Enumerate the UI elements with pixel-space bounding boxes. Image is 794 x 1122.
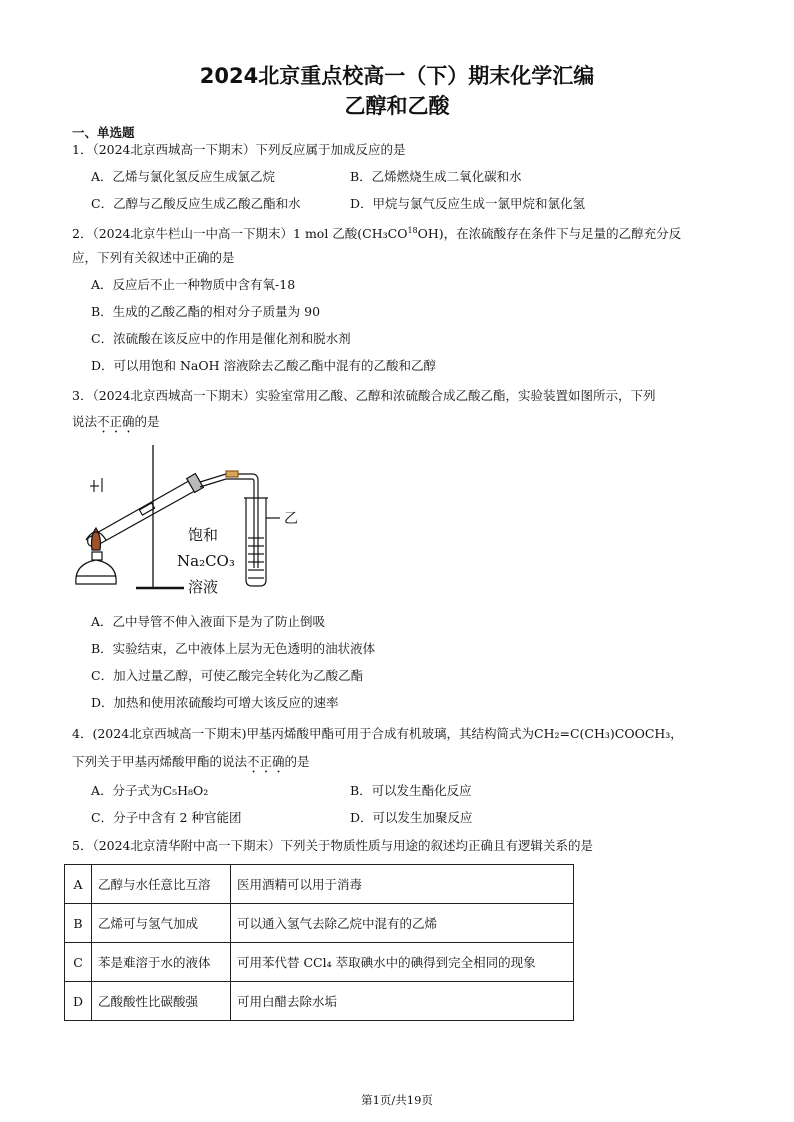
q4-stem-part1: 下列关于甲基丙烯酸甲酯的说法 (72, 754, 248, 769)
table-row (65, 865, 574, 904)
q2-option-c: C．浓硫酸在该反应中的作用是催化剂和脱水剂 (91, 331, 351, 346)
q3-stem-part2: 的是 (134, 414, 160, 429)
q4-option-c: C．分子中含有 2 种官能团 (91, 810, 242, 825)
q4-option-a: A．分子式为C₅H₈O₂ (91, 783, 209, 798)
table-cell-use: 可用苯代替 CCl₄ 萃取碘水中的碘得到完全相同的现象 (231, 943, 574, 982)
q4-option-b: B．可以发生酯化反应 (350, 783, 472, 798)
table-cell-property: 乙醇与水任意比互溶 (92, 865, 231, 904)
q2-stem-part2: OH)，在浓硫酸存在条件下与足量的乙醇充分反 (417, 226, 682, 242)
receiving-tube (244, 498, 280, 586)
table-cell-property: 乙烯可与氢气加成 (92, 904, 231, 943)
page-footer: 第1页/共19页 (361, 1093, 433, 1107)
table-cell-key: A (65, 865, 92, 904)
table-cell-key: D (65, 982, 92, 1021)
table-cell-use: 可以通入氢气去除乙烷中混有的乙烯 (231, 904, 574, 943)
q1-option-c: C．乙醇与乙酸反应生成乙酸乙酯和水 (91, 196, 301, 211)
table-cell-property: 乙酸酸性比碳酸强 (92, 982, 231, 1021)
table-cell-use: 可用白醋去除水垢 (231, 982, 574, 1021)
figure-label-na2co3: Na₂CO₃ (177, 552, 235, 570)
q3-option-a: A．乙中导管不伸入液面下是为了防止倒吸 (91, 614, 326, 629)
q4-stem-line1: 4．(2024北京西城高一下期末)甲基丙烯酸甲酯可用于合成有机玻璃，其结构简式为CH₂=C(CH₃)COOCH₃， (72, 726, 683, 741)
thermometer (90, 478, 102, 492)
table-row (65, 943, 574, 982)
q4-stem-line2 (72, 753, 310, 776)
figure-label-solution: 溶液 (188, 578, 219, 596)
q2-stem-line2: 应，下列有关叙述中正确的是 (72, 250, 235, 265)
heated-test-tube (88, 474, 204, 547)
table-cell-key: B (65, 904, 92, 943)
table-cell-property: 苯是难溶于水的液体 (92, 943, 231, 982)
q2-stem-line1 (72, 222, 681, 243)
table-cell-key: C (65, 943, 92, 982)
q3-stem-part1: 说法 (72, 414, 98, 429)
q1-option-b: B．乙烯燃烧生成二氧化碳和水 (350, 169, 522, 184)
doc-title-line2: 乙醇和乙酸 (344, 94, 450, 118)
table-row (65, 904, 574, 943)
q2-option-a: A．反应后不止一种物质中含有氧-18 (91, 277, 296, 292)
q3-stem-line1: 3．（2024北京西城高一下期末）实验室常用乙酸、乙醇和浓硫酸合成乙酸乙酯，实验装置如图所示，下列 (72, 388, 656, 403)
q3-stem-emphasis: 不正确 (97, 414, 135, 429)
figure-label-saturated: 饱和 (188, 526, 219, 544)
q5-table (64, 864, 574, 1021)
q1-stem: 1．（2024北京西城高一下期末）下列反应属于加成反应的是 (72, 142, 406, 157)
q3-option-c: C．加入过量乙醇，可使乙酸完全转化为乙酸乙酯 (91, 668, 364, 683)
q5-stem: 5．（2024北京清华附中高一下期末）下列关于物质性质与用途的叙述均正确且有逻辑关系的是 (72, 838, 594, 853)
section-heading: 一、单选题 (72, 125, 135, 140)
q4-stem-emphasis: 不正确 (247, 754, 285, 769)
apparatus-figure (66, 440, 316, 600)
table-row (65, 982, 574, 1021)
table-cell-use: 医用酒精可以用于消毒 (231, 865, 574, 904)
figure-label-tube: 乙 (284, 511, 298, 527)
q1-option-a: A．乙烯与氯化氢反应生成氯乙烷 (91, 169, 276, 184)
q1-option-d: D．甲烷与氯气反应生成一氯甲烷和氯化氢 (350, 196, 586, 211)
doc-title-line1: 2024北京重点校高一（下）期末化学汇编 (199, 64, 595, 88)
q2-stem-superscript: 18 (407, 226, 418, 235)
alcohol-lamp (76, 528, 116, 584)
q2-option-b: B．生成的乙酸乙酯的相对分子质量为 90 (91, 304, 321, 319)
q2-stem-part1: 2．（2024北京牛栏山一中高一下期末）1 mol 乙酸(CH₃CO (72, 226, 408, 242)
q3-stem-line2 (72, 413, 160, 436)
q4-stem-part2: 的是 (284, 754, 310, 769)
q2-option-d: D．可以用饱和 NaOH 溶液除去乙酸乙酯中混有的乙酸和乙醇 (91, 358, 437, 373)
q3-option-b: B．实验结束，乙中液体上层为无色透明的油状液体 (91, 641, 376, 656)
q3-option-d: D．加热和使用浓硫酸均可增大该反应的速率 (91, 695, 339, 710)
q4-option-d: D．可以发生加聚反应 (350, 810, 473, 825)
